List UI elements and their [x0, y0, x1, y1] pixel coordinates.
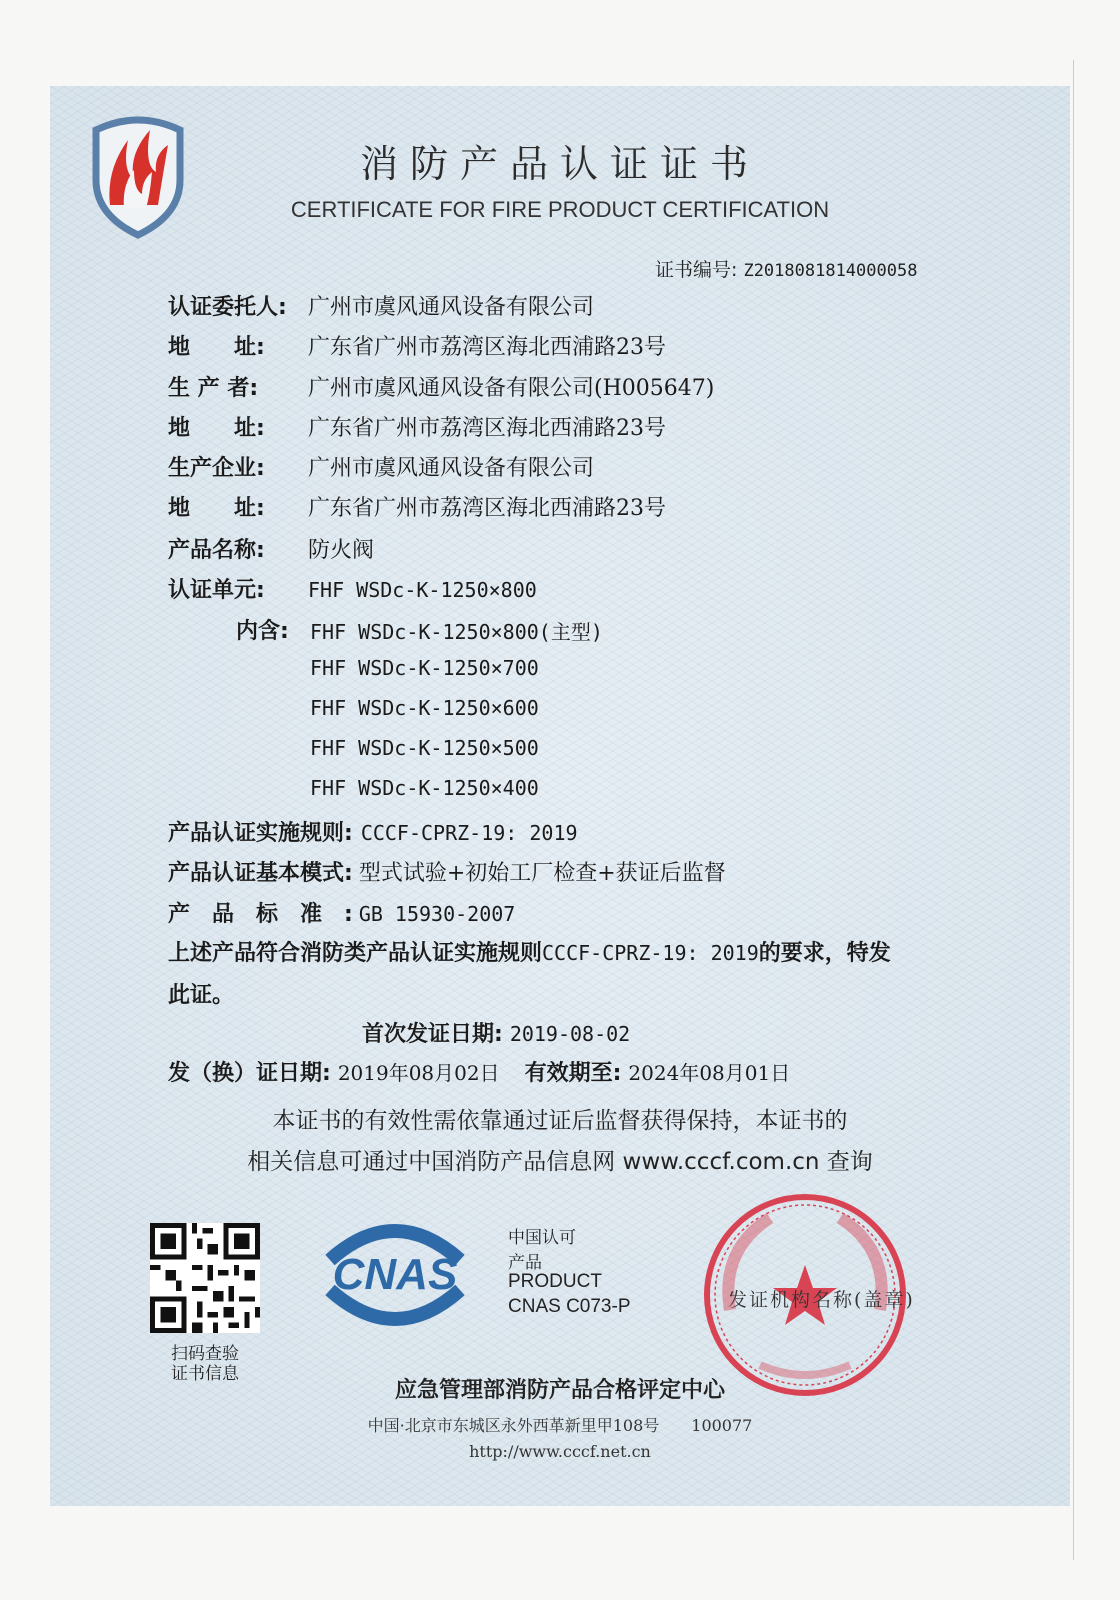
statement-rule: CCCF-CPRZ-19: 2019: [542, 941, 759, 965]
field-producer-address: [168, 411, 666, 442]
field-cert-unit: [168, 573, 537, 604]
field-value: 广州市虞风通风设备有限公司: [308, 295, 595, 320]
field-manufacturer-address: [168, 491, 666, 522]
statement-line-2: 此证。: [168, 983, 235, 1008]
field-manufacturer: [168, 451, 594, 482]
field-value: 广州市虞风通风设备有限公司(H005647): [308, 376, 715, 401]
validity-notice-line-1: 本证书的有效性需依靠通过证后监督获得保持，本证书的: [272, 1108, 848, 1134]
field-client: [168, 290, 594, 321]
cnas-text-line-2: 产品: [508, 1253, 542, 1273]
cnas-text-line-3: PRODUCT: [508, 1271, 602, 1292]
field-label: 产品认证基本模式:: [168, 861, 353, 886]
field-value: 广东省广州市荔湾区海北西浦路23号: [308, 496, 666, 521]
field-label: 地 址:: [168, 416, 265, 441]
issue-date-value: 2019年08月02日: [337, 1061, 500, 1085]
field-producer: [168, 371, 714, 402]
include-item: FHF WSDc-K-1250×800(主型): [310, 620, 603, 644]
statement-line-1: [168, 936, 891, 967]
certificate-number: [655, 255, 917, 282]
field-value: CCCF-CPRZ-19: 2019: [360, 821, 578, 845]
stamp-caption: 发证机构名称(盖章): [728, 1289, 915, 1311]
cnas-logo-text: CNAS: [332, 1250, 458, 1299]
field-label: 认证委托人:: [168, 295, 287, 320]
cnas-logo-icon: [310, 1212, 480, 1334]
field-value: 广东省广州市荔湾区海北西浦路23号: [308, 335, 666, 360]
field-product-name: [168, 533, 374, 564]
field-value: FHF WSDc-K-1250×800: [308, 578, 537, 602]
field-label: 产品认证实施规则:: [168, 821, 353, 846]
field-standard: [168, 897, 515, 928]
field-value: 广州市虞风通风设备有限公司: [308, 456, 595, 481]
certificate-number-value: Z2018081814000058: [743, 261, 918, 281]
include-item: FHF WSDc-K-1250×400: [310, 776, 539, 800]
issuing-organization: 应急管理部消防产品合格评定中心: [394, 1378, 725, 1403]
organization-url[interactable]: http://www.cccf.net.cn: [469, 1442, 651, 1461]
validity-notice-line-2: 相关信息可通过中国消防产品信息网 www.cccf.com.cn 查询: [247, 1149, 873, 1175]
valid-until-value: 2024年08月01日: [628, 1061, 791, 1085]
field-client-address: [168, 330, 666, 361]
field-label: 生 产 者:: [168, 376, 259, 401]
field-value: 型式试验+初始工厂检查+获证后监督: [358, 861, 726, 886]
field-value: 广东省广州市荔湾区海北西浦路23号: [308, 416, 666, 441]
field-label: 认证单元:: [168, 578, 265, 603]
qr-code-icon[interactable]: [150, 1223, 260, 1333]
issue-date-label: 发（换）证日期:: [168, 1061, 331, 1086]
first-issue-value: 2019-08-02: [509, 1022, 631, 1046]
statement-text: 的要求，特发: [758, 941, 891, 966]
includes-label: 内含:: [236, 619, 289, 644]
field-label: 产 品 标 准 :: [168, 902, 353, 927]
qr-caption-line-2: 证书信息: [171, 1364, 239, 1384]
field-value: GB 15930-2007: [358, 902, 516, 926]
qr-caption-line-1: 扫码查验: [171, 1344, 239, 1364]
field-value: 防火阀: [308, 538, 375, 563]
field-mode: [168, 856, 726, 887]
statement-text: 上述产品符合消防类产品认证实施规则: [168, 941, 543, 966]
include-item: FHF WSDc-K-1250×500: [310, 736, 539, 760]
include-item: FHF WSDc-K-1250×700: [310, 656, 539, 680]
first-issue-date: [362, 1017, 630, 1048]
certificate-title: 消防产品认证证书: [359, 142, 760, 186]
organization-address: 中国·北京市东城区永外西革新里甲108号 100077: [367, 1416, 753, 1435]
valid-until-label: 有效期至:: [524, 1061, 622, 1086]
certificate-number-label: 证书编号:: [655, 259, 738, 281]
first-issue-label: 首次发证日期:: [362, 1022, 503, 1047]
page-edge-line: [1073, 60, 1074, 1560]
cnas-text-line-4: CNAS C073-P: [508, 1296, 631, 1317]
include-item: FHF WSDc-K-1250×600: [310, 696, 539, 720]
field-label: 地 址:: [168, 496, 265, 521]
field-label: 产品名称:: [168, 538, 265, 563]
cnas-text-line-1: 中国认可: [508, 1228, 576, 1248]
issue-dates: [168, 1056, 790, 1087]
certificate-subtitle: CERTIFICATE FOR FIRE PRODUCT CERTIFICATION: [290, 197, 830, 222]
field-rules: [168, 816, 578, 847]
field-label: 地 址:: [168, 335, 265, 360]
field-label: 生产企业:: [168, 456, 265, 481]
